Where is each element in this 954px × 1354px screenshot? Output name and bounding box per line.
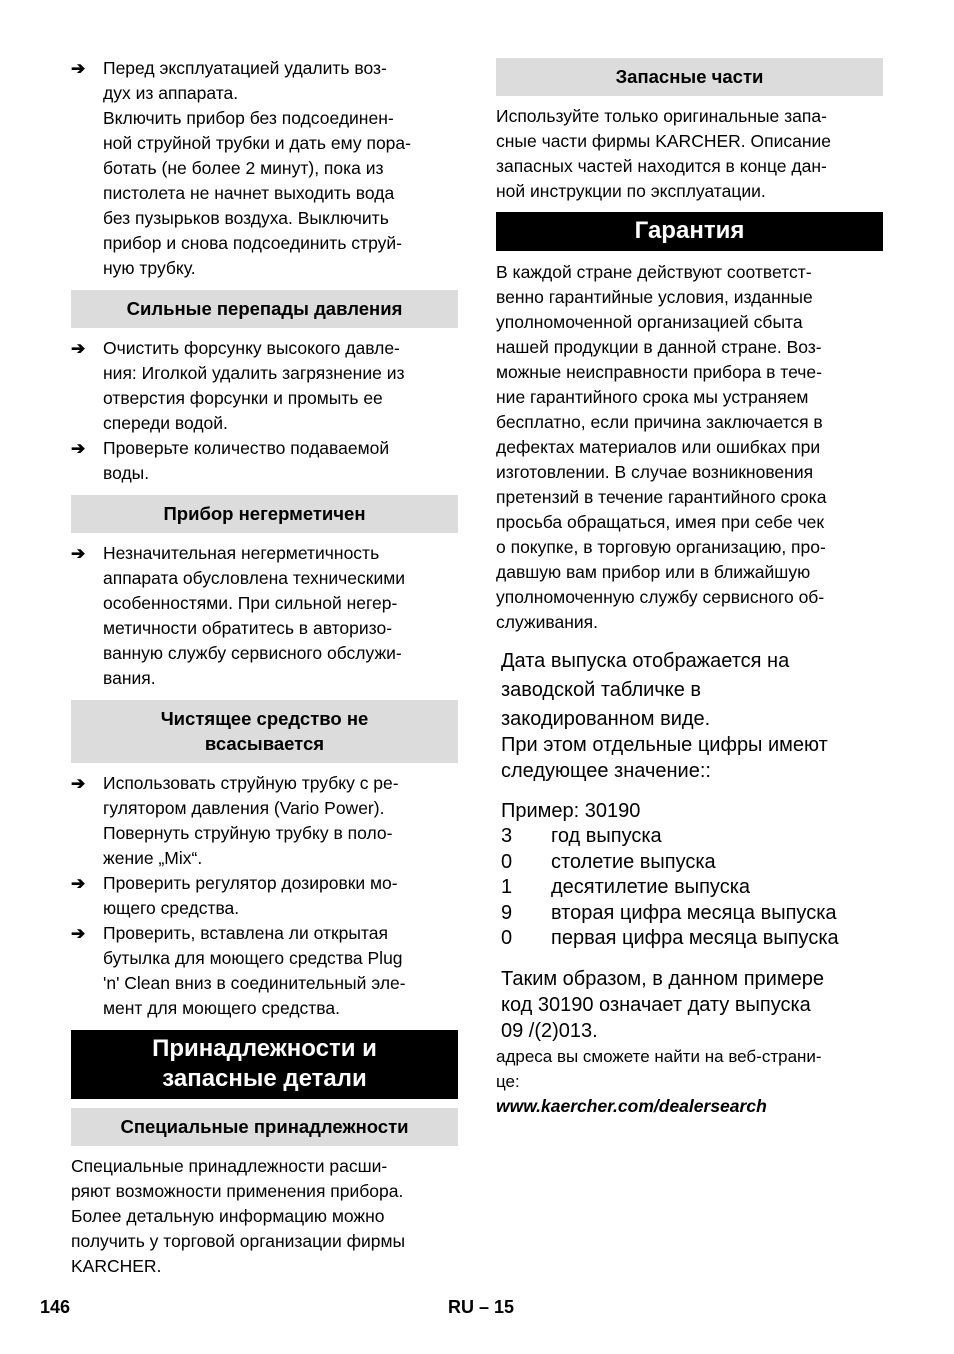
- code-digit: 3: [501, 825, 513, 847]
- code-digit: 0: [501, 850, 513, 873]
- spare-parts-text: Используйте только оригинальные запа- сные части фирмы KARCHER. Описание запасных частей находится в конце дан- ной инструкции по эксплуатации.: [496, 106, 832, 201]
- warranty-text: В каждой стране действуют соответст- венно гарантийные условия, изданные уполномоченной организацией сбыта нашей продукции в данной стране. Воз- можные неисправности прибора в тече- ние гарантийного срока мы устраняем бесплатно, если причина заключается в дефектах материалов или ошибках при изготовлении. В случае возникновения претензий в течение гарантийного срока просьба обращаться, имея при себе чек о покупке, в торговую организацию, про- давшую вам прибор или в ближайшую уполномоченную службу сервисного об- служивания.: [496, 262, 827, 632]
- date-summary: Таким образом, в данном примере код 30190 означает дату выпуска 09 /(2)013.: [501, 967, 824, 1042]
- section-heading-pressure: Сильные перепады давления: [71, 290, 458, 328]
- date-code-list: [501, 824, 883, 952]
- instruction-bullet: [71, 436, 458, 486]
- arrow-right-icon: ➔: [71, 874, 86, 893]
- bullet-text: Незначительная негерметичность аппарата обусловлена техническими особенностями. При сильной негер- метичности обратитесь в авторизо- ванную службу сервисного обслужи- вания.: [103, 543, 406, 688]
- bullet-text: Проверить, вставлена ли открытая бутылка для моющего средства Plug 'n' Clean вниз в соединительный эле- мент для моющего средства.: [103, 923, 406, 1018]
- section-heading-special-accessories: Специальные принадлежности: [71, 1108, 458, 1146]
- code-digit: 0: [501, 927, 513, 949]
- bullet-text: Использовать струйную трубку с ре- гулятором давления (Vario Power). Повернуть струйную трубку в поло- жение „Mix“.: [103, 773, 399, 868]
- instruction-bullet: [71, 871, 458, 921]
- list-item: [501, 901, 883, 927]
- production-date-block: [496, 647, 883, 1044]
- code-digit: 1: [501, 876, 513, 898]
- instruction-bullet: [71, 336, 458, 436]
- list-item: [501, 875, 883, 901]
- code-meaning: первая цифра месяца выпуска: [551, 927, 839, 949]
- chapter-heading-warranty: Гарантия: [496, 212, 883, 251]
- arrow-right-icon: ➔: [71, 924, 86, 943]
- date-intro: Дата выпуска отображается на заводской табличке в закодированном виде.: [501, 650, 790, 730]
- list-item: [501, 926, 883, 952]
- instruction-bullet: [71, 771, 458, 871]
- date-meaning-intro: При этом отдельные цифры имеют следующее значение::: [501, 734, 828, 782]
- dealer-search-link[interactable]: www.kaercher.com/dealersearch: [496, 1095, 767, 1116]
- section-heading-detergent: Чистящее средство не всасывается: [71, 700, 458, 763]
- bullet-text: Очистить форсунку высокого давле- ния: Иголкой удалить загрязнение из отверстия форсунки и промыть ее спереди водой.: [103, 338, 405, 433]
- left-column: [71, 56, 458, 1279]
- section-page-number: RU – 15: [448, 1297, 515, 1317]
- code-meaning: год выпуска: [551, 825, 662, 847]
- instruction-bullet: [71, 921, 458, 1021]
- bullet-text: Проверьте количество подаваемой воды.: [103, 438, 390, 483]
- code-meaning: столетие выпуска: [551, 850, 716, 873]
- arrow-right-icon: ➔: [71, 339, 86, 358]
- dealer-address-text: адреса вы сможете найти на веб-страни- це:: [496, 1046, 822, 1091]
- code-digit: 9: [501, 901, 513, 924]
- list-item: [501, 824, 883, 850]
- bullet-text: Перед эксплуатацией удалить воз- дух из аппарата. Включить прибор без подсоединен- ной струйной трубки и дать ему пора- ботать (не более 2 минут), пока из пистолета не начнет выходить вода без пузырьков воздуха. Выключить прибор и снова подсоединить струй- ную трубку.: [103, 58, 411, 278]
- arrow-right-icon: ➔: [71, 439, 86, 458]
- arrow-right-icon: ➔: [71, 544, 86, 563]
- section-heading-spare-parts: Запасные части: [496, 58, 883, 96]
- section-heading-leak: Прибор негерметичен: [71, 495, 458, 533]
- instruction-bullet: [71, 541, 458, 691]
- code-meaning: вторая цифра месяца выпуска: [551, 901, 837, 924]
- bullet-text: Проверить регулятор дозировки мо- ющего средства.: [103, 873, 398, 918]
- arrow-right-icon: ➔: [71, 59, 86, 78]
- arrow-right-icon: ➔: [71, 774, 86, 793]
- special-accessories-text: Специальные принадлежности расши- ряют возможности применения прибора. Более детальную информацию можно получить у торговой организации фирмы KARCHER.: [71, 1156, 406, 1276]
- date-example: Пример: 30190: [501, 800, 641, 822]
- instruction-bullet: [71, 56, 458, 281]
- right-column: [496, 56, 883, 1119]
- page-number: 146: [40, 1297, 71, 1317]
- code-meaning: десятилетие выпуска: [551, 876, 751, 898]
- chapter-heading-accessories: Принадлежности и запасные детали: [71, 1030, 458, 1099]
- list-item: [501, 850, 883, 876]
